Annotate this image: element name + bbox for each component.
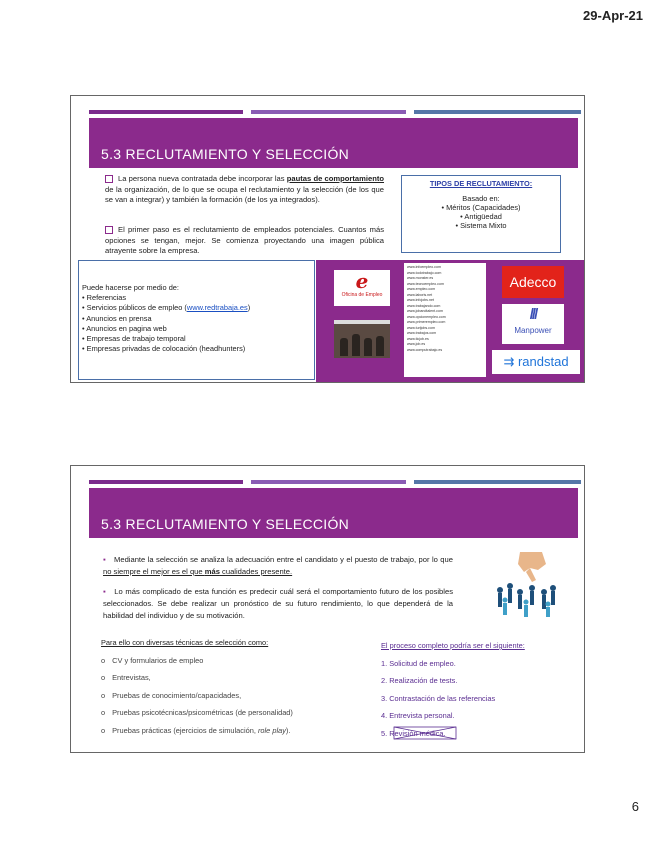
square-bullet-icon (105, 175, 113, 183)
selection-hand-illustration (490, 550, 560, 618)
randstad-icon: ⇉ (503, 354, 518, 369)
intro-paragraph-2 (105, 225, 384, 257)
tipos-based: Basado en: (462, 194, 500, 203)
slide-1 (70, 95, 585, 383)
tipos-title: TIPOS DE RECLUTAMIENTO: (429, 179, 533, 188)
page-number: 6 (631, 799, 639, 814)
accent-bar-2 (251, 480, 406, 484)
list-item: 2. Realización de tests. (381, 676, 458, 685)
list-item: • Servicios públicos de empleo (www.redtrabaja.es) (82, 303, 251, 313)
list-item: • Anuncios en pagina web (82, 323, 167, 333)
list-item: 3. Contrastación de las referencias (381, 693, 496, 703)
bullet-icon: ▪ (103, 587, 107, 596)
list-item: 1. Solicitud de empleo. (381, 658, 456, 668)
strike-through-mark (393, 726, 457, 740)
bullet-icon: ▪ (103, 555, 107, 564)
seleccion-paragraph-1: ▪ Mediante la selección se analiza la adecuación entre el candidato y el puesto de trabajo, por lo que no siempre el mejor es el que más cualidades presente. (103, 555, 453, 576)
accent-bar-1 (89, 110, 243, 114)
website-url: www.ticjob.es (407, 336, 429, 341)
p1-text: La persona nueva contratada debe incorporar las (118, 174, 287, 183)
website-url: www.jobandtalent.com (407, 309, 443, 313)
list-item: o Pruebas prácticas (ejercicios de simulación, role play). (101, 725, 291, 735)
website-url: www.todotrabajo.com (407, 270, 442, 275)
list-item: o CV y formularios de empleo (101, 655, 204, 665)
list-item: • Empresas de trabajo temporal (82, 334, 186, 344)
accent-bar-3 (414, 480, 581, 484)
manpower-text: Manpower (514, 326, 552, 335)
list-item: o Pruebas de conocimiento/capacidades, (101, 690, 242, 700)
manpower-symbol: /// (529, 306, 537, 323)
website-url: www.trabajando.com (407, 303, 441, 308)
proceso-title: El proceso completo podría ser el siguiente: (381, 641, 525, 650)
list-item: • Empresas privadas de colocación (headhunters) (82, 344, 246, 354)
title-band (89, 488, 578, 538)
website-url: www.laboris.net (407, 292, 433, 297)
p1-text-end: de la organización, de lo que se ocupa el reclutamiento y la selección (de los que se van a integrar) y también la formación (de los ya integrados). (105, 184, 384, 205)
slide-2 (70, 465, 585, 753)
oficina-mark: e (355, 269, 369, 293)
logos-panel (316, 260, 584, 382)
website-url: www.trabajos.com (407, 331, 437, 335)
tipos-item: • Sistema Mixto (455, 221, 507, 230)
header-accent-bars (89, 110, 578, 114)
adecco-logo: Adecco (502, 266, 564, 298)
list-item: • Referencias (82, 293, 127, 303)
seleccion-paragraph-2: ▪ Lo más complicado de esta función es predecir cuál será el comportamiento futuro de los posibles seleccionados. Se debe realizar un pronóstico de su futuro rendimiento, lo que dependerá de la habilidad del individuo y de su motivación. (103, 587, 453, 620)
website-url: www.monster.es (407, 276, 434, 280)
website-url: www.job.es (407, 342, 426, 346)
accent-bar-1 (89, 480, 243, 484)
website-url: www.computrabajo.es (407, 347, 443, 352)
square-bullet-icon (105, 226, 113, 234)
proceso-item-5: 5. Revisión médica. (381, 728, 446, 738)
page-date: 29-Apr-21 (583, 8, 643, 23)
list-item: 4. Entrevista personal. (381, 711, 455, 720)
website-url: www.tecnoempleo.com (407, 281, 444, 286)
accent-bar-3 (414, 110, 581, 114)
redtrabaja-link[interactable]: www.redtrabaja.es (186, 303, 248, 313)
proceso-list (381, 641, 571, 738)
title-band (89, 118, 578, 168)
slide-title: 5.3 RECLUTAMIENTO Y SELECCIÓN (101, 146, 350, 162)
manpower-logo (502, 304, 564, 344)
website-url: www.opcionempleo.com (407, 314, 446, 319)
accent-bar-2 (251, 110, 406, 114)
tecnicas-title: Para ello con diversas técnicas de selección como: (101, 638, 269, 647)
website-url: www.infoempleo.com (407, 265, 441, 269)
oficina-label: Oficina de Empleo (341, 292, 383, 298)
list-item: o Entrevistas, (101, 673, 151, 682)
job-websites-list (404, 263, 486, 377)
p2-text: El primer paso es el reclutamiento de empleados potenciales. Cuantos más opciones se tengan, mejor. Se comienza proyectando una imagen pública atrayente sobre la empresa. (105, 225, 384, 256)
tipos-reclutamiento-box (401, 175, 561, 253)
website-url: www.primerempleo.com (407, 320, 446, 324)
website-url: www.infojobs.net (407, 298, 434, 302)
header-accent-bars (89, 480, 578, 484)
tecnicas-list (101, 638, 361, 735)
metodos-box (78, 260, 315, 380)
randstad-logo: ⇉ randstad (492, 350, 580, 374)
metodos-title: Puede hacerse por medio de: (82, 283, 179, 292)
p1-bold: pautas de comportamiento (286, 174, 385, 183)
list-item: o Pruebas psicotécnicas/psicométricas (de personalidad) (101, 708, 293, 717)
tipos-item: • Méritos (Capacidades) (441, 203, 521, 212)
website-url: www.turijobs.com (407, 325, 435, 330)
website-url: www.empleo.com (407, 287, 436, 291)
office-photo (334, 320, 390, 358)
list-item: • Anuncios en prensa (82, 313, 152, 323)
tipos-item: • Antigüedad (460, 212, 502, 221)
slide-title: 5.3 RECLUTAMIENTO Y SELECCIÓN (101, 516, 350, 532)
intro-paragraph-1 (105, 174, 384, 206)
list-item (381, 729, 571, 738)
oficina-empleo-logo (334, 270, 390, 306)
